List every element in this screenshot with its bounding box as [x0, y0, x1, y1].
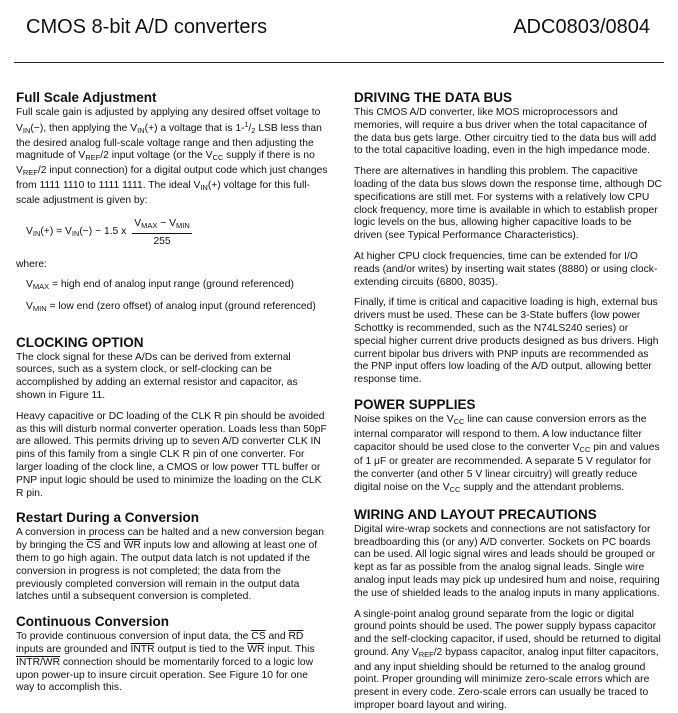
subscript: CC [449, 484, 461, 494]
driving-heading: DRIVING THE DATA BUS [354, 90, 512, 105]
subscript: MAX [32, 281, 50, 291]
subscript: IN [71, 228, 80, 238]
part-number: ADC0803/0804 [513, 16, 650, 38]
text-run: line can cause conversion errors as the internal comparator will respond to them. A low inductance filter capacitor should be used close to the converter V [354, 413, 647, 453]
text-run: (+) voltage for this full-scale adjustment is given by: [16, 179, 310, 206]
wiring-paragraph-1: Digital wire-wrap sockets and connections are not satisfactory for breadboarding this (or any) A/D converter. Sockets on PC boards can be used. All logic signal wires and leads should be grouped or kept as far as possible from the analog signal leads. Single wire analog input leads may pick up undesired hum and noise, requiring the use of shielded leads to the analog inputs in many applications. [354, 523, 660, 599]
power-heading: POWER SUPPLIES [354, 396, 476, 412]
text-run: and [265, 631, 289, 643]
clocking-paragraph-1: The clock signal for these A/Ds can be derived from external sources, such as a system clock, or self-clocking can be accomplished by adding an external resistor and capacitor, as shown in Figure 11. [16, 351, 298, 401]
text-run: /2 input voltage (or the V [100, 150, 213, 162]
full-scale-section [16, 90, 328, 316]
restart-section [16, 510, 328, 604]
text-run: pin and values of 1 μF or greater are recommended. A separate 5 V regulator for the converter (and other 5 V linear circuitry) will greatly reduce digital noise on the V [354, 441, 660, 493]
clocking-paragraph-2: Heavy capacitive or DC loading of the CLK R pin should be avoided as this will disturb normal converter operation. Loads less than 50pF are allowed. This permits driving up to seven A/D converter CLK IN pins of this family from a single CLK R pin of one converter. For larger loading of the clock line, a CMOS or low power TTL buffer or PNP input logic should be used to minimize the loading on the CLK R pin. [16, 410, 327, 499]
formula-numerator [132, 218, 192, 235]
restart-heading: Restart During a Conversion [16, 510, 200, 526]
signal-intr: INTR [130, 643, 155, 655]
continuous-paragraph [16, 631, 328, 695]
document-title: CMOS 8-bit A/D converters [26, 16, 268, 38]
full-scale-formula [26, 218, 328, 250]
subscript: 2 [251, 125, 256, 135]
signal-cs: $\overline{CS}$ [86, 540, 101, 552]
subscript: REF [85, 153, 101, 163]
subscript: IN [32, 228, 41, 238]
text-run: /2 input connection) for a digital output code which just changes from 1111 1110 to 1111 1111. The ideal V [16, 165, 328, 191]
wiring-section [354, 507, 662, 713]
continuous-heading: Continuous Conversion [16, 614, 169, 630]
vmin-definition: $V_{MIN}$ = low end (zero offset) of analog input (ground referenced) [26, 300, 316, 313]
formula-fraction [132, 218, 192, 250]
subscript: MIN [176, 220, 190, 230]
text-run: V [134, 217, 142, 229]
subscript: MAX [141, 220, 158, 230]
text-run: /2 bypass capacitor, analog input filter capacitors, and any input shielding should be returned to the analog ground point. Proper grounding will minimize zero-scale errors which are present in every code. Zero-scale errors can usually be traced to improper board layout and wiring. [354, 646, 659, 712]
text-run: (−) − 1.5 x [79, 225, 127, 237]
driving-paragraph-4: Finally, if time is critical and capacitive loading is high, external bus drivers must be used. These can be 3-State buffers (low power Schottky is recommended, such as the N74LS240 series) or special higher current drive products designed as bus drivers. High current bipolar bus drivers with PNP inputs are recommended as the PNP input offers low loading of the A/D output, allowing better response time. [354, 297, 659, 386]
subscript: MIN [32, 303, 47, 313]
vmax-definition: $V_{MAX}$ = high end of analog input range (ground referenced) [26, 278, 294, 291]
text-run: and [100, 540, 124, 552]
text-run: supply if there is no V [16, 150, 315, 177]
power-section [354, 397, 662, 497]
wiring-paragraph-2 [354, 609, 662, 713]
text-run: To provide continuous conversion of input data, the [16, 631, 252, 643]
subscript: IN [137, 125, 145, 135]
signal-rd: $\overline{RD}$ [288, 631, 304, 643]
restart-paragraph [16, 527, 328, 604]
clocking-heading: CLOCKING OPTION [16, 334, 144, 350]
full-scale-paragraph: Full scale gain is adjusted by applying any desired offset voltage to $V_{IN}(-)$, then applying the $V_{IN}(+)$ a voltage that is $1-^1/_2$ LSB less than the desired analog full-scale voltage range and then adjusting the magnitude of $V_{REF}/2$ input voltage (or the $V_{CC}$ supply if there is no $V_{REF}/2$ input connection) for a digital output code which just changes from 1111 1110 to 1111 1111. The ideal $V_{IN}(+)$ voltage for this full-scale adjustment is given by: [16, 107, 328, 206]
text-run: = high end of analog input range (ground referenced) [49, 278, 294, 290]
text-run: output is tied to the [154, 643, 248, 655]
text-run: inputs are grounded and [16, 643, 131, 655]
where-label: where: [16, 259, 47, 271]
text-run: (−), then applying the V [30, 122, 138, 134]
formula-denominator: 255 [153, 236, 171, 248]
clocking-section [16, 335, 328, 501]
formula-lhs: $V_{IN}(+) = V_{IN}(-) - 1.5$ x [26, 225, 127, 238]
driving-paragraph-1: This CMOS A/D converter, like MOS microprocessors and memories, will require a bus driver when the total capacitance of the data bus gets large. Other circuitry tied to the data bus will add to the total capacitive loading, even in the high impedance mode. [354, 107, 657, 157]
text-run: A conversion in process can be halted and a new conversion began by bringing the [16, 527, 324, 552]
subscript: IN [200, 182, 208, 192]
signal-cs: $\overline{CS}$ [251, 631, 266, 643]
text-run: supply and the attendant problems. [460, 481, 625, 493]
text-run: − V [157, 217, 177, 229]
full-scale-heading: Full Scale Adjustment [16, 90, 157, 105]
text-run: connection should be momentarily forced to a logic low upon power-up to insure circuit operation. See Figure 10 for one way to accomplish this. [16, 656, 314, 694]
subscript: REF [22, 168, 38, 178]
header-divider [14, 62, 664, 63]
driving-section [354, 90, 662, 387]
text-run: Full scale gain is adjusted by applying any desired offset voltage to V [16, 107, 321, 134]
subscript: CC [453, 416, 465, 426]
text-run: inputs low and allowing at least one of them to go high again. The output data latch is not updated if the conversion in progress is not completed; the data from the previously completed conversion will remain in the output data latches until a subsequent conversion is completed. [16, 540, 318, 603]
right-column [354, 90, 662, 713]
text-run: (+) a voltage that is 1- [144, 122, 245, 134]
superscript: 1 [244, 121, 249, 129]
wiring-heading: WIRING AND LAYOUT PRECAUTIONS [354, 506, 597, 522]
left-column [16, 90, 328, 695]
continuous-section [16, 614, 328, 695]
subscript: CC [212, 153, 224, 163]
text-run: A single-point analog ground separate from the logic or digital ground points should be used. The power supply bypass capacitor and the self-clocking capacitor, if used, should be returned to digital ground. Any V [354, 608, 661, 658]
text-run: Noise spikes on the V [354, 413, 454, 425]
text-run: LSB less than the desired analog full-scale voltage range and then adjusting the magnitude of V [16, 122, 322, 162]
subscript: CC [579, 444, 591, 454]
text-run: input. This [264, 643, 315, 655]
signal-intr-wr: INTR/WR [16, 656, 61, 668]
text-run: = low end (zero offset) of analog input (ground referenced) [46, 300, 316, 312]
signal-wr: $\overline{WR}$ [247, 643, 265, 655]
power-paragraph [354, 414, 662, 497]
text-run: (+) = V [40, 225, 72, 237]
driving-paragraph-3: At higher CPU clock frequencies, time can be extended for I/O reads (and/or writes) by inserting wait states (8880) or using clock-extending circuits (6800, 8035). [354, 250, 658, 288]
driving-paragraph-2: There are alternatives in handling this problem. The capacitive loading of the data bus slows down the response time, although DC specifications are still met. For systems with a relatively low CPU clock frequency, more time is available in which to establish proper logic levels on the bus, allowing higher capacitive loads to be driven (see Typical Performance Characteristics). [354, 166, 662, 242]
subscript: IN [22, 125, 31, 135]
signal-wr: $\overline{WR}$ [123, 540, 141, 552]
subscript: REF [418, 649, 434, 659]
